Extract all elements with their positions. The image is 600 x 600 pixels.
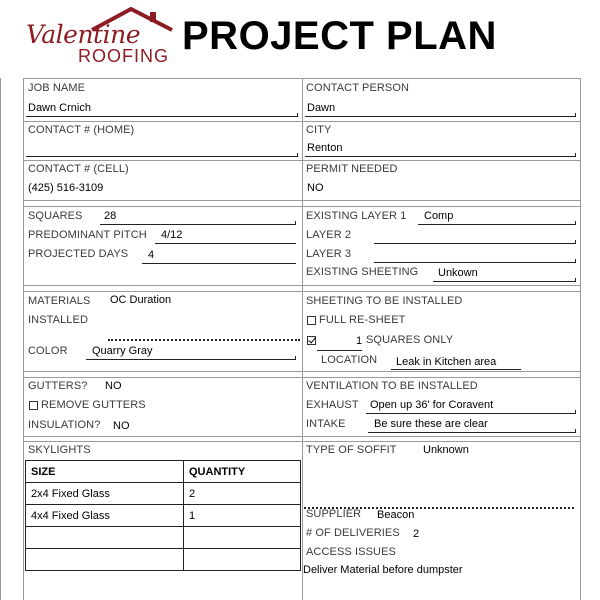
divider — [23, 436, 580, 437]
materials-field[interactable]: OC Duration — [110, 294, 172, 306]
quantity-cell[interactable]: 2 — [184, 483, 301, 505]
days-field[interactable]: 4 — [148, 249, 155, 261]
size-cell[interactable]: 4x4 Fixed Glass — [26, 505, 184, 527]
divider — [23, 441, 580, 442]
divider — [23, 206, 580, 207]
field-underline — [86, 359, 296, 360]
field-underline — [100, 224, 296, 225]
divider — [23, 285, 580, 286]
pitch-label: PREDOMINANT PITCH — [28, 229, 147, 241]
divider — [23, 200, 580, 201]
contact-person-field[interactable]: Dawn — [307, 102, 336, 114]
full-resheet-label: FULL RE-SHEET — [319, 314, 406, 326]
table-row — [26, 549, 301, 571]
access-issues-field[interactable]: Deliver Material before dumpster — [303, 564, 463, 576]
divider — [23, 121, 580, 122]
city-field[interactable]: Renton — [307, 142, 343, 154]
layer2-label: LAYER 2 — [306, 229, 352, 241]
location-field[interactable]: Leak in Kitchen area — [396, 356, 497, 368]
job-name-label: JOB NAME — [28, 82, 86, 94]
field-underline — [368, 432, 576, 433]
divider — [23, 291, 580, 292]
materials-label: MATERIALS — [28, 295, 91, 307]
field-underline — [366, 413, 576, 414]
layer1-field[interactable]: Comp — [424, 210, 454, 222]
grid-middle — [302, 78, 303, 600]
permit-label: PERMIT NEEDED — [306, 163, 398, 175]
brand-word: ROOFING — [78, 46, 169, 66]
size-cell[interactable]: 2x4 Fixed Glass — [26, 483, 184, 505]
quantity-column-header: QUANTITY — [184, 461, 301, 483]
field-underline — [391, 369, 521, 370]
insulation-field[interactable]: NO — [113, 420, 130, 432]
squares-label: SQUARES — [28, 210, 83, 222]
remove-gutters-checkbox[interactable] — [29, 401, 38, 410]
page-title: PROJECT PLAN — [182, 14, 497, 58]
exhaust-label: EXHAUST — [306, 399, 359, 411]
field-underline — [26, 156, 298, 157]
job-name-field[interactable]: Dawn Crnich — [28, 102, 91, 114]
gutters-field[interactable]: NO — [105, 380, 122, 392]
size-column-header: SIZE — [26, 461, 184, 483]
color-field[interactable]: Quarry Gray — [92, 345, 153, 357]
quantity-cell[interactable] — [184, 549, 301, 571]
existing-sheeting-field[interactable]: Unkown — [438, 267, 478, 279]
table-header-row — [26, 461, 301, 483]
squares-only-checkbox[interactable] — [307, 336, 316, 345]
table-row — [26, 527, 301, 549]
field-underline — [305, 156, 576, 157]
contact-person-label: CONTACT PERSON — [306, 82, 410, 94]
grid-right — [580, 78, 581, 600]
days-label: PROJECTED DAYS — [28, 248, 129, 260]
ventilation-label: VENTILATION TO BE INSTALLED — [306, 380, 478, 392]
gutters-label: GUTTERS? — [28, 380, 88, 392]
grid-left — [23, 78, 24, 600]
skylights-label: SKYLIGHTS — [28, 444, 91, 456]
brand-logo — [22, 6, 172, 64]
size-cell[interactable] — [26, 549, 184, 571]
access-issues-label: ACCESS ISSUES — [306, 546, 396, 558]
soffit-label: TYPE OF SOFFIT — [306, 444, 397, 456]
skylights-table — [25, 460, 301, 571]
field-underline — [374, 243, 576, 244]
divider — [23, 377, 580, 378]
field-underline — [317, 350, 362, 351]
sheeting-install-label: SHEETING TO BE INSTALLED — [306, 295, 463, 307]
table-row — [26, 505, 301, 527]
field-underline — [374, 262, 576, 263]
squares-field[interactable]: 28 — [104, 210, 117, 222]
left-border — [0, 78, 1, 600]
field-underline — [418, 224, 576, 225]
brand-script: Valentine — [26, 20, 140, 49]
squares-only-label: SQUARES ONLY — [366, 334, 454, 346]
exhaust-field[interactable]: Open up 36' for Coravent — [370, 399, 494, 411]
home-phone-label: CONTACT # (HOME) — [28, 124, 135, 136]
size-cell[interactable] — [26, 527, 184, 549]
field-underline — [26, 116, 298, 117]
supplier-field[interactable]: Beacon — [377, 509, 415, 521]
installed-label: INSTALLED — [28, 314, 88, 326]
existing-sheeting-label: EXISTING SHEETING — [306, 266, 419, 278]
intake-label: INTAKE — [306, 418, 346, 430]
field-underline — [155, 243, 296, 244]
deliveries-label: # OF DELIVERIES — [306, 527, 400, 539]
cell-phone-field[interactable]: (425) 516-3109 — [28, 182, 104, 194]
squares-only-qty[interactable]: 1 — [356, 335, 363, 347]
layer3-label: LAYER 3 — [306, 248, 352, 260]
field-underline — [305, 116, 576, 117]
dotted-separator — [108, 339, 300, 341]
insulation-label: INSULATION? — [28, 419, 101, 431]
table-row — [26, 483, 301, 505]
permit-field[interactable]: NO — [307, 182, 324, 194]
full-resheet-checkbox[interactable] — [307, 316, 316, 325]
location-label: LOCATION — [321, 354, 378, 366]
intake-field[interactable]: Be sure these are clear — [374, 418, 488, 430]
field-underline — [433, 281, 576, 282]
supplier-label: SUPPLIER — [306, 508, 362, 520]
quantity-cell[interactable] — [184, 527, 301, 549]
city-label: CITY — [306, 124, 332, 136]
pitch-field[interactable]: 4/12 — [161, 229, 183, 241]
quantity-cell[interactable]: 1 — [184, 505, 301, 527]
soffit-field[interactable]: Unknown — [423, 444, 469, 456]
remove-gutters-label: REMOVE GUTTERS — [41, 399, 146, 411]
divider — [23, 371, 580, 372]
divider — [23, 160, 580, 161]
field-underline — [142, 263, 296, 264]
deliveries-field[interactable]: 2 — [413, 528, 420, 540]
layer1-label: EXISTING LAYER 1 — [306, 210, 407, 222]
cell-phone-label: CONTACT # (CELL) — [28, 163, 129, 175]
color-label: COLOR — [28, 345, 68, 357]
